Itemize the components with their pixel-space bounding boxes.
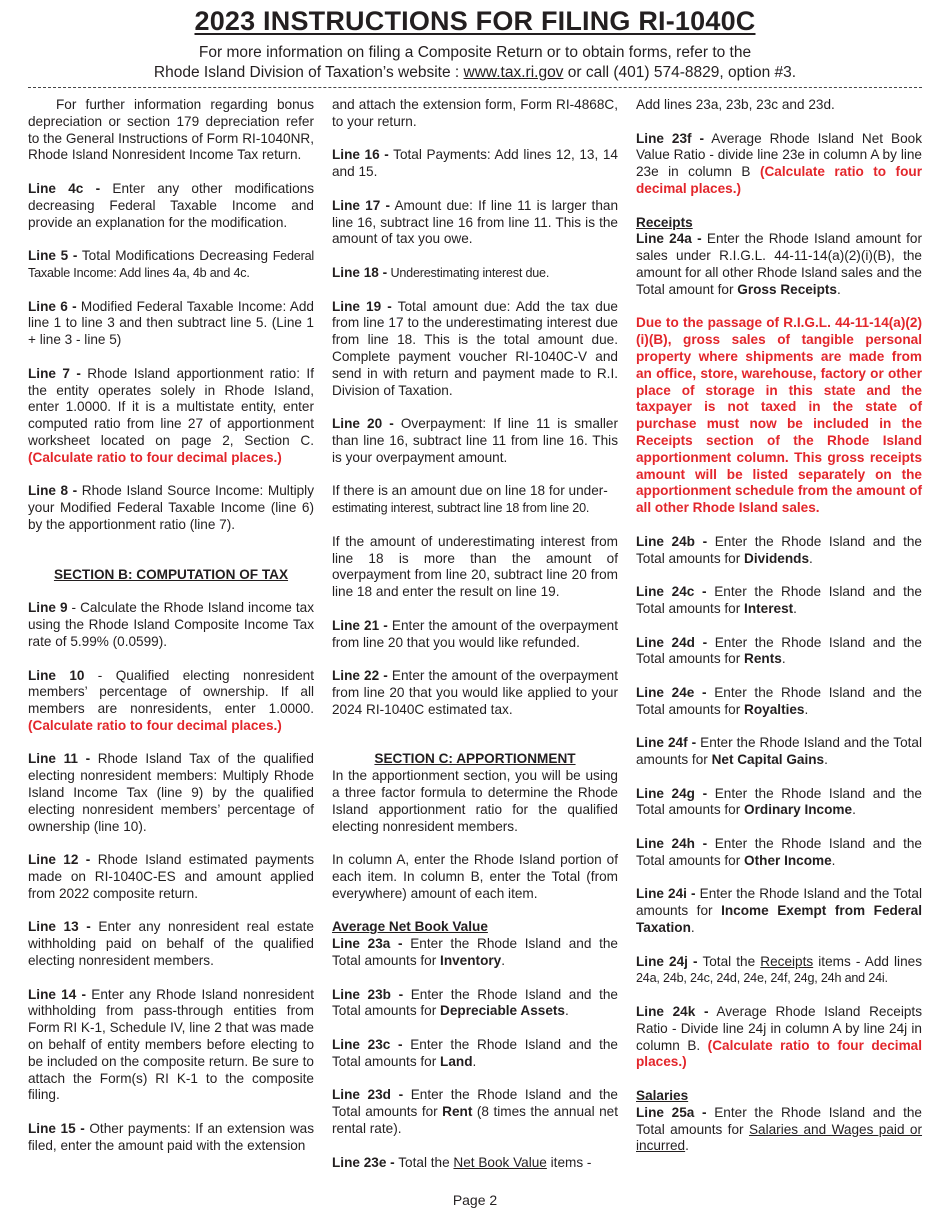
website-link[interactable]: www.tax.ri.gov <box>463 64 564 81</box>
receipts-heading: Receipts <box>636 214 693 230</box>
line-23a-paragraph: Line 23a - Enter the Rhode Island and the Total amounts for Inventory. <box>332 936 618 969</box>
rigl-notice-paragraph: Due to the passage of R.I.G.L. 44-11-14(a)(2)(i)(B), gross sales of tangible personal property where shipments are made from an office, store, warehouse, factory or other place of storage in this state and the taxpayer is not taxed in the state of purchase must now be included in the Receipts section of the Rhode Island apportionment column. This gross receipts amount will be listed separately on the apportionment schedule from the amount of all other Rhode Island sales. <box>636 315 922 516</box>
line-18-paragraph: Line 18 - Underestimating interest due. <box>332 264 550 280</box>
net-book-value-heading: Average Net Book Value <box>332 919 488 935</box>
line-24d-paragraph: Line 24d - Enter the Rhode Island and the Total amounts for Rents. <box>636 634 922 667</box>
line-16-paragraph: Line 16 - Total Payments: Add lines 12, 13, 14 and 15. <box>332 147 618 180</box>
line-24k-paragraph: Line 24k - Average Rhode Island Receipts Ratio - Divide line 24j in column A by line 24j in column B. (Calculate ratio to four decimal places.) <box>636 1004 922 1070</box>
line-22-paragraph: Line 22 - Enter the amount of the overpayment from line 20 that you would like applied to your 2024 RI-1040C estimated tax. <box>332 668 618 717</box>
intro-paragraph: For further information regarding bonus depreciation or section 179 depreciation refer to the General Instructions of Form RI-1040NR, Rhode Island Nonresident Income Tax return. <box>28 97 314 163</box>
line-19-paragraph: Line 19 - Total amount due: Add the tax due from line 17 to the underestimating interest due from line 18. This is the total amount due. Complete payment voucher RI-1040C-V and send in with return and payment made to R.I. Division of Taxation. <box>332 298 618 398</box>
line-24j-paragraph: Line 24j - Total the Receipts items - Add lines 24a, 24b, 24c, 24d, 24e, 24f, 24g, 24h and 24i. <box>636 953 922 986</box>
line-24h-paragraph: Line 24h - Enter the Rhode Island and the Total amounts for Other Income. <box>636 836 922 868</box>
line-24e-paragraph: Line 24e - Enter the Rhode Island and the Total amounts for Royalties. <box>636 684 922 717</box>
line-9-paragraph: Line 9 - Calculate the Rhode Island income tax using the Rhode Island Composite Income Tax rate of 5.99% (0.0599). <box>28 600 315 649</box>
section-c-heading: SECTION C: APPORTIONMENT <box>374 751 576 767</box>
line-21-paragraph: Line 21 - Enter the amount of the overpayment from line 20 that you would like refunded. <box>332 617 618 650</box>
line-10-paragraph: Line 10 - Qualified electing nonresident members’ percentage of ownership. If all members are nonresidents, enter 1.0000. (Calculate ratio to four decimal places.) <box>28 667 314 733</box>
column-a-b-paragraph: In column A, enter the Rhode Island portion of each item. In column B, enter the Total (from everywhere) amount of each item. <box>332 852 618 901</box>
column-1 <box>28 97 314 1171</box>
line-15-continued: and attach the extension form, Form RI-4868C, to your return. <box>332 97 618 129</box>
line-6-paragraph: Line 6 - Modified Federal Taxable Income: Add line 1 to line 3 and then subtract line 5. (Line 1 + line 3 - line 5) <box>28 298 314 348</box>
line-24f-paragraph: Line 24f - Enter the Rhode Island and the Total amounts for Net Capital Gains. <box>636 735 922 768</box>
underestimating-paragraph: If there is an amount due on line 18 for under- estimating interest, subtract line 18 from line 20. <box>332 483 608 516</box>
header-info-line-2: Rhode Island Division of Taxation’s website : www.tax.ri.gov or call (401) 574-8829, option #3. <box>153 64 797 81</box>
line-11-paragraph: Line 11 - Rhode Island Tax of the qualified electing nonresident members: Multiply Rhode Island Income Tax (line 9) by the qualified electing nonresident members’ percentage of ownership (line 10). <box>28 751 314 834</box>
section-b-heading: SECTION B: COMPUTATION OF TAX <box>53 566 289 582</box>
line-15-paragraph: Line 15 - Other payments: If an extension was filed, enter the amount paid with the extension <box>28 1121 314 1153</box>
line-24c-paragraph: Line 24c - Enter the Rhode Island and the Total amounts for Interest. <box>636 584 922 616</box>
dashed-divider <box>28 87 922 88</box>
overpayment-paragraph: If the amount of underestimating interest from line 18 is more than the amount of overpayment from line 20, subtract line 20 from line 18 and enter the result on line 19. <box>332 533 618 600</box>
line-13-paragraph: Line 13 - Enter any nonresident real estate withholding paid on behalf of the qualified electing nonresident members. <box>28 919 314 969</box>
page-number: Page 2 <box>452 1192 498 1208</box>
line-4c-paragraph: Line 4c - Enter any other modifications decreasing Federal Taxable Income and provide an explanation for the modification. <box>28 180 314 230</box>
salaries-heading: Salaries <box>636 1088 689 1104</box>
line-23c-paragraph: Line 23c - Enter the Rhode Island and the Total amounts for Land. <box>332 1037 618 1069</box>
line-23d-paragraph: Line 23d - Enter the Rhode Island and the Total amounts for Rent (8 times the annual net rental rate). <box>332 1087 618 1137</box>
column-2 <box>332 97 618 1188</box>
line-25a-paragraph: Line 25a - Enter the Rhode Island and the Total amounts for Salaries and Wages paid or incurred. <box>636 1104 923 1154</box>
line-23b-paragraph: Line 23b - Enter the Rhode Island and the Total amounts for Depreciable Assets. <box>332 986 618 1019</box>
line-14-paragraph: Line 14 - Enter any Rhode Island nonresident withholding from pass-through entities from Form RI K-1, Schedule IV, line 2 that was made on behalf of entity members before electing to be included on the composite return. Be sure to attach the Form(s) RI K-1 to the composite filing. <box>28 986 314 1103</box>
line-7-paragraph: Line 7 - Rhode Island apportionment ratio: If the entity operates solely in Rhode Island, enter 1.0000. If it is a multistate entity, enter computed ratio from line 27 of apportionment worksheet located on page 2, Section C. (Calculate ratio to four decimal places.) <box>28 365 314 465</box>
line-24a-paragraph: Line 24a - Enter the Rhode Island amount for sales under R.I.G.L. 44-11-14(a)(2)(i)(B), the amount for all other Rhode Island sales and the Total amount for Gross Receipts. <box>636 231 922 297</box>
line-20-paragraph: Line 20 - Overpayment: If line 11 is smaller than line 16, subtract line 11 from line 16. This is your overpayment amount. <box>332 416 619 465</box>
line-23f-paragraph: Line 23f - Average Rhode Island Net Book Value Ratio - divide line 23e in column A by line 23e in column B (Calculate ratio to four decimal places.) <box>636 130 923 196</box>
line-24b-paragraph: Line 24b - Enter the Rhode Island and the Total amounts for Dividends. <box>636 533 922 566</box>
section-c-intro: In the apportionment section, you will be using a three factor formula to determine the Rhode Island apportionment ratio for the qualified electing nonresident members. <box>332 768 618 834</box>
line-24i-paragraph: Line 24i - Enter the Rhode Island and the Total amounts for Income Exempt from Federal Taxation. <box>636 886 922 936</box>
line-23e-paragraph: Line 23e - Total the Net Book Value items - <box>332 1154 592 1170</box>
line-24g-paragraph: Line 24g - Enter the Rhode Island and the Total amounts for Ordinary Income. <box>636 785 922 818</box>
line-23e-continued: Add lines 23a, 23b, 23c and 23d. <box>636 97 835 112</box>
line-8-paragraph: Line 8 - Rhode Island Source Income: Multiply your Modified Federal Taxable Income (line 6) by the apportionment ratio (line 7). <box>28 483 314 532</box>
line-12-paragraph: Line 12 - Rhode Island estimated payments made on RI-1040C-ES and amount applied from 2022 composite return. <box>28 852 314 901</box>
line-5-paragraph: Line 5 - Total Modifications Decreasing Federal Taxable Income: Add lines 4a, 4b and 4c. <box>28 248 314 280</box>
header-info-line-1: For more information on filing a Composite Return or to obtain forms, refer to the <box>198 44 752 61</box>
page-title: 2023 INSTRUCTIONS FOR FILING RI-1040C <box>194 6 756 36</box>
column-3 <box>636 97 922 1172</box>
line-17-paragraph: Line 17 - Amount due: If line 11 is larger than line 16, subtract line 16 from line 11. This is the amount of tax you owe. <box>332 197 618 247</box>
